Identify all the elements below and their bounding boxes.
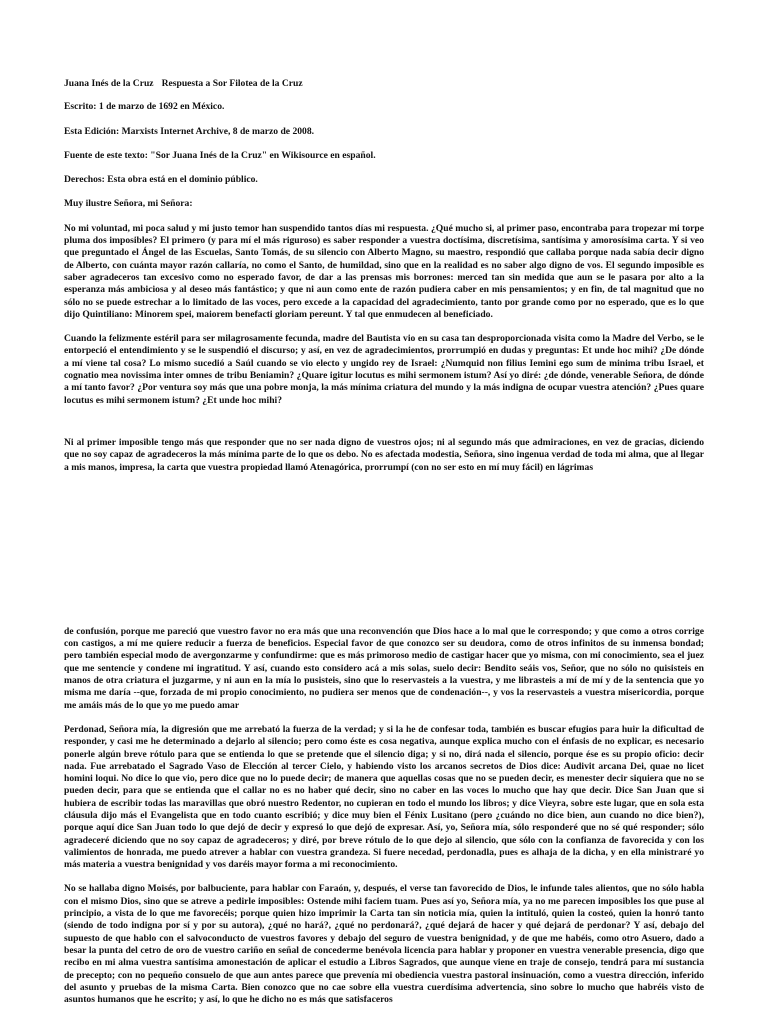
document-body: [64, 78, 704, 1018]
paragraph: Perdonad, Señora mía, la digresión que me arrebató la fuerza de la verdad; y si la he de confesar toda, también es buscar efugios para huir la dificultad de responder, y casi me he determinado a dejarlo al silencio; pero como éste es cosa negativa, aunque explica mucho con el énfasis de no explicar, es necesario ponerle algún breve rótulo para que se entienda lo que se pretende que el silencio diga; y si no, dirá nada el silencio, porque ése es su propio oficio: decir nada. Fue arrebatado el Sagrado Vaso de Elección al tercer Cielo, y habiendo visto los arcanos secretos de Dios dice: Audivit arcana Dei, quae no licet homini loqui. No dice lo que vio, pero dice que no lo puede decir; de manera que aquellas cosas que no se pueden decir, es menester decir siquiera que no se pueden decir, para que se entienda que el callar no es no haber qué decir, sino no caber en las voces lo mucho que hay que decir. Dice San Juan que si hubiera de escribir todas las maravillas que obró nuestro Redentor, no cupieran en todo el mundo los libros; y dice Vieyra, sobre este lugar, que en sola esta cláusula dijo más el Evangelista que en todo cuanto escribió; y dice muy bien el Fénix Lusitano (pero ¿cuándo no dice bien, aun cuando no dice bien?), porque aquí dice San Juan todo lo que dejó de decir y expresó lo que dejó de expresar. Así, yo, Señora mía, sólo responderé que no sé qué responder; sólo agradeceré diciendo que no soy capaz de agradeceros; y diré, por breve rótulo de lo que dejo al silencio, que sólo con la confianza de favorecida y con los valimientos de honrada, me puedo atrever a hablar con vuestra grandeza. Si fuere necedad, perdonadla, pues es alhaja de la dicha, y en ella ministraré yo más materia a vuestra benignidad y vos daréis mayor forma a mi reconocimiento.: [64, 723, 704, 871]
paragraph: No mi voluntad, mi poca salud y mi justo temor han suspendido tantos días mi respuesta. ¿Qué mucho si, al primer paso, encontraba para tropezar mi torpe pluma dos imposibles? El primero (y para mí el más riguroso) es saber responder a vuestra doctísima, discretísima, santísima y amorosísima carta. Y si veo que preguntado el Ángel de las Escuelas, Santo Tomás, de su silencio con Alberto Magno, su maestro, respondió que callaba porque nada sabía decir digno de Alberto, con cuánta mayor razón callaría, no como el Santo, de humildad, sino que en la realidad es no saber algo digno de vos. El segundo imposible es saber agradeceros tan excesivo como no esperado favor, de dar a las prensas mis borrones: merced tan sin medida que aun se le pasara por alto a la esperanza más ambiciosa y al deseo más fantástico; y que ni aun como ente de razón pudiera caber en mis pensamientos; y en fin, de tal magnitud que no sólo no se puede estrechar a lo limitado de las voces, pero excede a la capacidad del agradecimiento, tanto por grande como por no esperado, que es lo que dijo Quintiliano: Minorem spei, maiorem benefacti gloriam pereunt. Y tal que enmudecen al beneficiado.: [64, 222, 704, 320]
author-name: Juana Inés de la Cruz: [64, 78, 154, 89]
document-title: Respuesta a Sor Filotea de la Cruz: [161, 78, 303, 89]
meta-source: Fuente de este texto: "Sor Juana Inés de la Cruz" en Wikisource en español.: [64, 149, 376, 161]
document-header: [64, 78, 704, 90]
salutation: Muy ilustre Señora, mi Señora:: [64, 198, 193, 210]
blank-space: [64, 419, 704, 437]
meta-edition: Esta Edición: Marxists Internet Archive, 8 de marzo de 2008.: [64, 125, 315, 137]
paragraph: Ni al primer imposible tengo más que responder que no ser nada digno de vuestros ojos; ni al segundo más que admiraciones, en vez de gracias, diciendo que no soy capaz de agradeceros la más mínima parte de lo que os debo. No es afectada modestia, Señora, sino ingenua verdad de toda mi alma, que al llegar a mis manos, impresa, la carta que vuestra propiedad llamó Atenagórica, prorrumpí (con no ser esto en mí muy fácil) en lágrimas: [64, 436, 704, 473]
meta-rights: Derechos: Esta obra está en el dominio público.: [64, 174, 258, 186]
paragraph: No se hallaba digno Moisés, por balbuciente, para hablar con Faraón, y, después, el verse tan favorecido de Dios, le infunde tales alientos, que no sólo habla con el mismo Dios, sino que se atreve a pedirle imposibles: Ostende mihi faciem tuam. Pues así yo, Señora mía, ya no me parecen imposibles los que puse al principio, a vista de lo que me favorecéis; porque quien hizo imprimir la Carta tan sin noticia mía, quien la intituló, quien la costeó, quien la honró tanto (siendo de todo indigna por sí y por su autora), ¿qué no hará?, ¿qué no perdonará?, ¿qué dejará de hacer y qué dejará de perdonar? Y así, debajo del supuesto de que hablo con el salvoconducto de vuestros favores y debajo del seguro de vuestra benignidad, y de que me habéis, como otro Asuero, dado a besar la punta del cetro de oro de vuestro cariño en señal de concederme benévola licencia para hablar y proponer en vuestra venerable presencia, digo que recibo en mi alma vuestra santísima amonestación de aplicar el estudio a Libros Sagrados, que aunque viene en traje de consejo, tendrá para mí sustancia de precepto; con no pequeño consuelo de que aun antes parece que prevenía mi obediencia vuestra pastoral insinuación, como a vuestra dirección, inferido del asunto y pruebas de la misma Carta. Bien conozco que no cae sobre ella vuestra cuerdísima advertencia, sino sobre lo mucho que habréis visto de asuntos humanos que he escrito; y así, lo que he dicho no es más que satisfaceros: [64, 883, 704, 1006]
blank-space: [64, 474, 704, 626]
paragraph: Cuando la felizmente estéril para ser milagrosamente fecunda, madre del Bautista vio en su casa tan desproporcionada visita como la Madre del Verbo, se le entorpeció el entendimiento y se le suspendió el discurso; y así, en vez de agradecimientos, prorrumpió en dudas y preguntas: Et unde hoc mihi? ¿De dónde a mí viene tal cosa? Lo mismo sucedió a Saúl cuando se vio electo y ungido rey de Israel: ¿Numquid non filius Iemini ego sum de minima tribu Israel, et cognatio mea novissima inter omnes de tribu Beniamin? ¿Quare igitur locutus es mihi sermonem istum? Así yo diré: ¿de dónde, venerable Señora, de dónde a mí tanto favor? ¿Por ventura soy más que una pobre monja, la más mínima criatura del mundo y la más indigna de ocupar vuestra atención? ¿Pues quare locutus es mihi sermonem istum? ¿Et unde hoc mihi?: [64, 333, 704, 406]
meta-written: Escrito: 1 de marzo de 1692 en México.: [64, 101, 225, 113]
paragraph: de confusión, porque me pareció que vuestro favor no era más que una reconvención que Dios hace a lo mal que le correspondo; y que como a otros corrige con castigos, a mí me quiere reducir a fuerza de beneficios. Especial favor de que conozco ser su deudora, como de otros infinitos de su inmensa bondad; pero también especial modo de avergonzarme y confundirme: que es más primoroso medio de castigar hacer que yo misma, con mi conocimiento, sea el juez que me sentencie y condene mi ingratitud. Y así, cuando esto considero acá a mis solas, suelo decir: Bendito seáis vos, Señor, que no sólo no quisisteis en manos de otra criatura el juzgarme, y ni aun en la mía lo pusisteis, sino que lo reservasteis a la vuestra, y me librasteis a mí de mí y de la sentencia que yo misma me daría --que, forzada de mi propio conocimiento, no pudiera ser menos que de condenación--, y vos la reservasteis a vuestra misericordia, porque me amáis más de lo que yo me puedo amar: [64, 625, 704, 711]
